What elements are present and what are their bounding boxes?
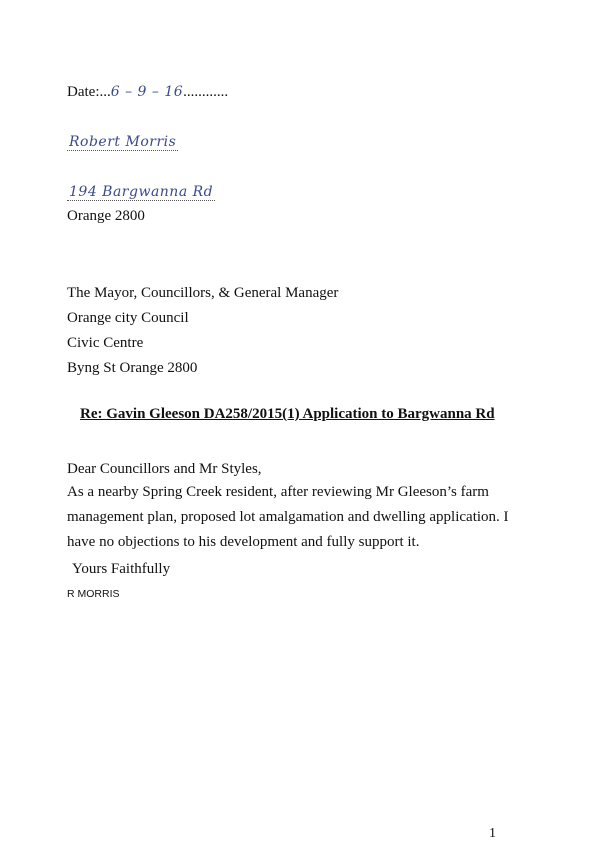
body-paragraph: As a nearby Spring Creek resident, after reviewing Mr Gleeson’s farm management plan, proposed lot amalgamation and dwelling application. I have no objections to his development and fully support it. bbox=[67, 484, 509, 550]
date-trailing-dots: ............ bbox=[183, 84, 229, 100]
date-label: Date: bbox=[67, 84, 100, 100]
signature: R MORRIS bbox=[67, 588, 120, 600]
recipient-line-3: Civic Centre bbox=[67, 335, 144, 351]
sender-street-line bbox=[67, 183, 215, 201]
date-line bbox=[67, 83, 228, 101]
subject-line: Re: Gavin Gleeson DA258/2015(1) Application to Bargwanna Rd bbox=[80, 406, 495, 422]
sender-street-handwritten: 194 Bargwanna Rd bbox=[69, 184, 214, 200]
recipient-line-1: The Mayor, Councillors, & General Manager bbox=[67, 285, 339, 301]
greeting: Dear Councillors and Mr Styles, bbox=[67, 461, 262, 477]
date-leading-dots: ... bbox=[99, 84, 111, 100]
sender-town: Orange 2800 bbox=[67, 208, 145, 224]
closing: Yours Faithfully bbox=[72, 561, 171, 577]
sender-name-handwritten: Robert Morris bbox=[69, 134, 177, 150]
recipient-line-4: Byng St Orange 2800 bbox=[67, 360, 198, 376]
sender-name-line bbox=[67, 133, 178, 151]
recipient-line-2: Orange city Council bbox=[67, 310, 189, 326]
date-handwritten-value: 6 – 9 – 16 bbox=[110, 84, 184, 100]
page-number: 1 bbox=[489, 826, 496, 841]
